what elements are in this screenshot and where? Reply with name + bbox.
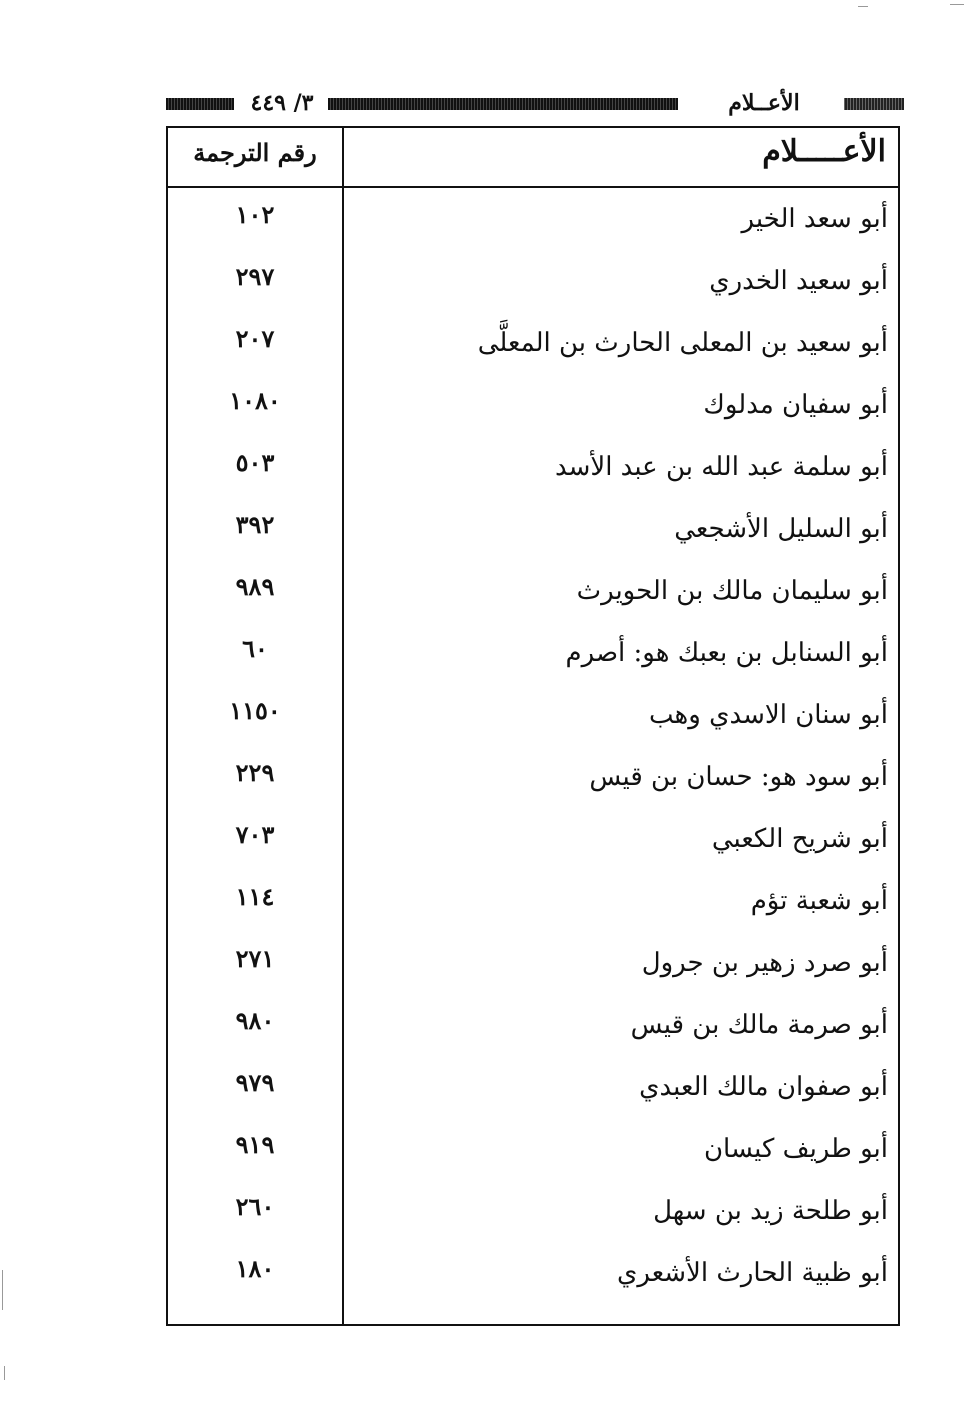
- entry-name: أبو سعيد بن المعلى الحارث بن المعلَّى: [477, 328, 888, 358]
- entry-name: أبو سعيد الخدري: [709, 266, 888, 296]
- table-row: [168, 186, 898, 248]
- table-header-row: [168, 128, 898, 188]
- table-row: [168, 1116, 898, 1178]
- table-row: [168, 992, 898, 1054]
- table-row: [168, 434, 898, 496]
- table-row: [168, 682, 898, 744]
- entry-number: ١٨٠: [235, 1254, 275, 1283]
- table-row: [168, 1240, 898, 1302]
- running-title: الأعــلام: [728, 90, 800, 116]
- entry-number: ١٠٨٠: [229, 386, 281, 415]
- index-table: [166, 126, 900, 1326]
- table-row: [168, 806, 898, 868]
- header-rule-right: [844, 98, 904, 110]
- entry-number: ٧٠٣: [235, 820, 275, 849]
- entry-number: ١١٤: [235, 882, 275, 911]
- entry-name: أبو صفوان مالك العبدي: [639, 1072, 888, 1102]
- entry-name: أبو شعبة تؤم: [750, 886, 888, 916]
- header-rule-middle: [328, 98, 678, 110]
- scan-artifact: [858, 6, 868, 7]
- entry-number: ٥٠٣: [235, 448, 275, 477]
- entry-name: أبو سفيان مدلوك: [703, 390, 888, 420]
- entry-number: ٢٦٠: [235, 1192, 275, 1221]
- entry-number: ٢٢٩: [235, 758, 275, 787]
- entry-number: ٩٨٩: [235, 572, 275, 601]
- table-row: [168, 930, 898, 992]
- scan-artifact: [2, 1270, 3, 1310]
- table-row: [168, 372, 898, 434]
- entry-name: أبو سعد الخير: [741, 204, 888, 234]
- entry-number: ٩٧٩: [235, 1068, 275, 1097]
- entry-name: أبو سنان الاسدي وهب: [649, 700, 888, 730]
- entry-name: أبو السنابل بن بعبك هو: أصرم: [565, 638, 888, 668]
- names-column-title: الأعـــــلام: [762, 134, 886, 169]
- entry-number: ٦٠: [242, 634, 268, 663]
- entry-number: ٢٠٧: [235, 324, 275, 353]
- entry-name: أبو صرد زهير بن جرول: [641, 948, 888, 978]
- entry-name: أبو سليمان مالك بن الحويرث: [576, 576, 888, 606]
- entry-number: ١١٥٠: [229, 696, 281, 725]
- entry-name: أبو طلحة زيد بن سهل: [653, 1196, 888, 1226]
- entry-number: ٢٩٧: [235, 262, 275, 291]
- entry-name: أبو صرمة مالك بن قيس: [630, 1010, 888, 1040]
- scan-artifact: [950, 4, 964, 5]
- page-reference: ٣/ ٤٤٩: [250, 90, 314, 116]
- header-rule-left: [166, 98, 234, 110]
- entry-number: ٣٩٢: [235, 510, 275, 539]
- table-row: [168, 1178, 898, 1240]
- table-row: [168, 558, 898, 620]
- table-row: [168, 744, 898, 806]
- scan-artifact: [4, 1366, 5, 1380]
- table-row: [168, 248, 898, 310]
- table-body: [168, 186, 898, 1302]
- table-row: [168, 1054, 898, 1116]
- table-row: [168, 868, 898, 930]
- entry-number: ٢٧١: [235, 944, 275, 973]
- entry-name: أبو شريح الكعبي: [711, 824, 888, 854]
- table-row: [168, 310, 898, 372]
- entry-name: أبو سلمة عبد الله بن عبد الأسد: [554, 452, 888, 482]
- entry-number: ١٠٢: [235, 200, 275, 229]
- table-row: [168, 620, 898, 682]
- running-header: [166, 92, 906, 118]
- entry-name: أبو السليل الأشجعي: [674, 514, 888, 544]
- entry-number: ٩٨٠: [235, 1006, 275, 1035]
- entry-number: ٩١٩: [235, 1130, 275, 1159]
- entry-name: أبو طريف كيسان: [703, 1134, 888, 1164]
- entry-name: أبو ظبية الحارث الأشعري: [617, 1258, 888, 1288]
- entry-name: أبو سود هو: حسان بن قيس: [589, 762, 888, 792]
- number-column-title: رقم الترجمة: [193, 138, 317, 167]
- table-row: [168, 496, 898, 558]
